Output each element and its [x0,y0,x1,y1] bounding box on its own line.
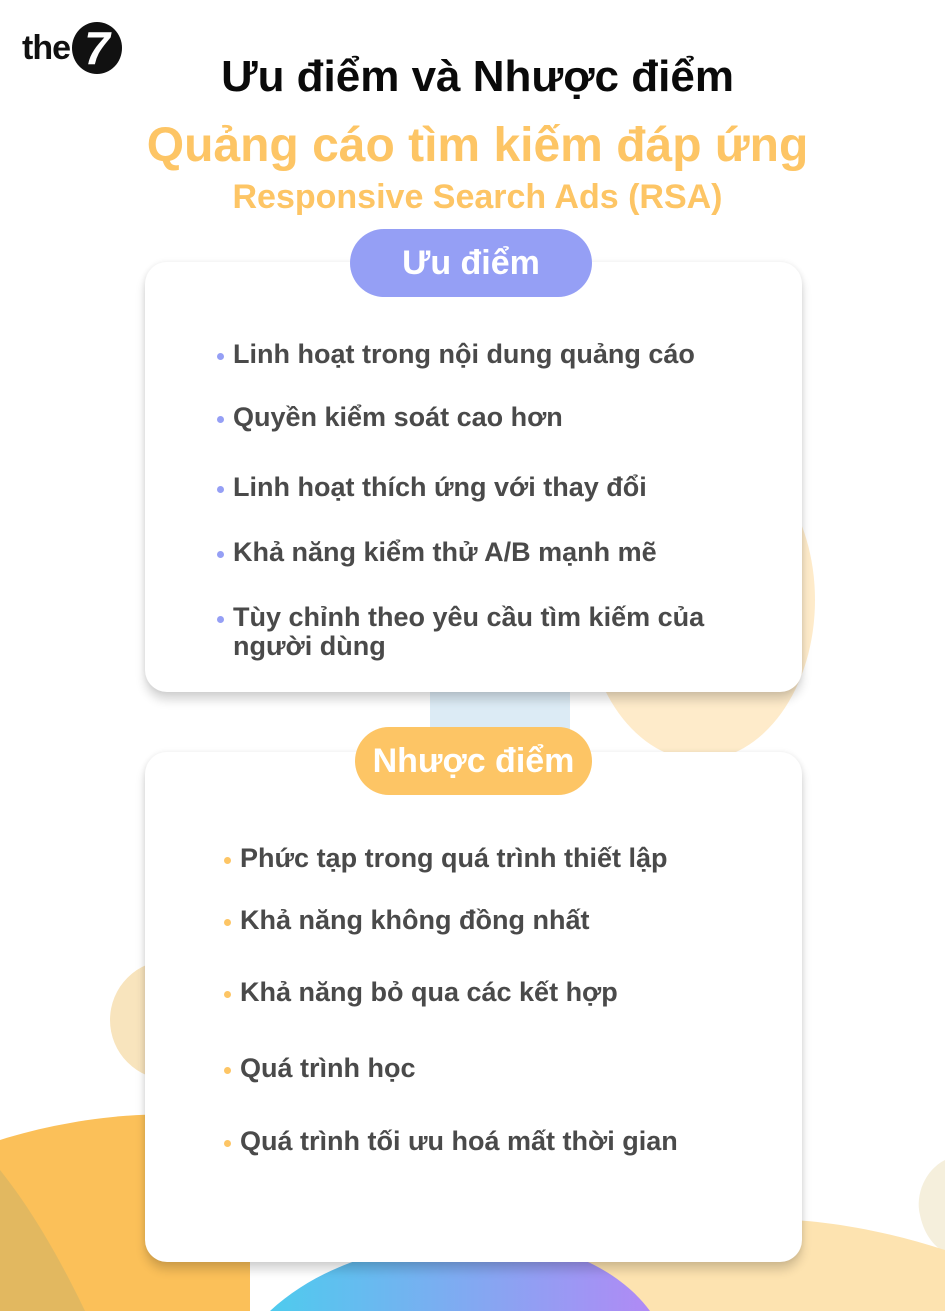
disadvantage-item [240,978,780,1007]
advantage-item [233,403,773,432]
item-text: Linh hoạt thích ứng với thay đổi [233,472,647,502]
bullet-icon [224,1140,231,1147]
item-text: Quá trình tối ưu hoá mất thời gian [240,1126,678,1156]
disadvantages-badge: Nhược điểm [355,727,592,795]
disadvantage-item [240,1127,780,1156]
item-text: Khả năng bỏ qua các kết hợp [240,977,618,1007]
page-subtitle: Quảng cáo tìm kiếm đáp ứng [146,119,809,172]
item-text: Tùy chỉnh theo yêu cầu tìm kiếm của người dùng [233,602,705,661]
advantage-item [233,603,763,661]
bullet-icon [217,353,224,360]
disadvantages-card [145,752,802,1262]
page-subtitle-english: Responsive Search Ads (RSA) [232,178,723,216]
advantage-item [233,340,773,369]
item-text: Phức tạp trong quá trình thiết lập [240,843,668,873]
blob-cream-right [919,1160,945,1252]
bullet-icon [217,486,224,493]
item-text: Khả năng kiểm thử A/B mạnh mẽ [233,537,657,567]
bullet-icon [224,1067,231,1074]
logo-text: the [22,28,70,67]
advantage-item [233,538,773,567]
item-text: Quyền kiểm soát cao hơn [233,402,563,432]
disadvantage-item [240,906,780,935]
bullet-icon [217,616,224,623]
bullet-icon [224,857,231,864]
disadvantage-item [240,1054,780,1083]
item-text: Linh hoạt trong nội dung quảng cáo [233,339,695,369]
advantage-item [233,473,773,502]
advantages-badge: Ưu điểm [350,229,592,297]
bullet-icon [224,991,231,998]
disadvantage-item [240,844,780,873]
logo-mark: 7 [72,22,122,74]
page-title: Ưu điểm và Nhược điểm [221,52,734,101]
bullet-icon [224,919,231,926]
item-text: Quá trình học [240,1053,416,1083]
bullet-icon [217,416,224,423]
item-text: Khả năng không đồng nhất [240,905,590,935]
bullet-icon [217,551,224,558]
